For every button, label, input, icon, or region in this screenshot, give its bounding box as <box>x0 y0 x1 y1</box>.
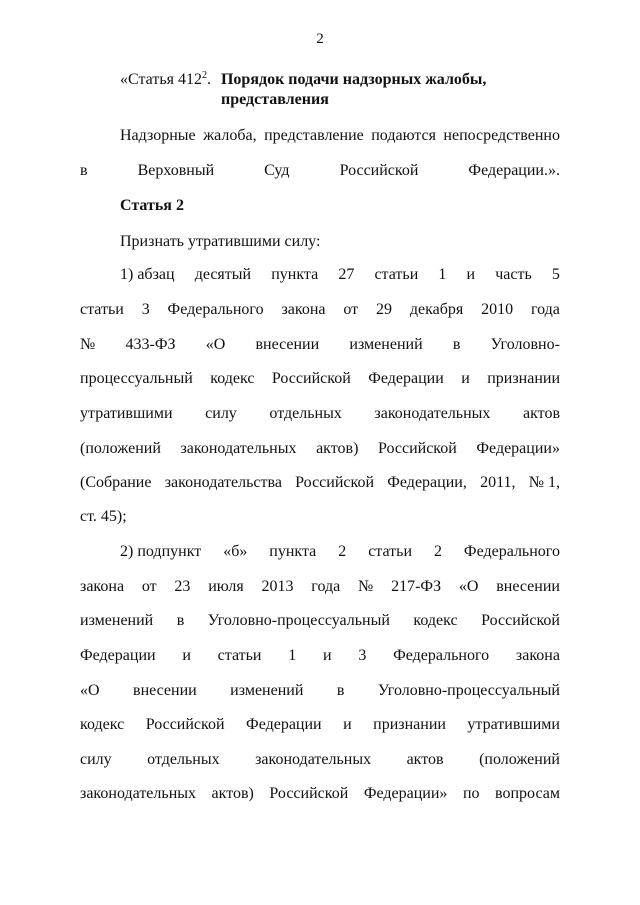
text-line <box>80 576 560 598</box>
word: Признать утратившими силу: <box>120 233 321 250</box>
text-line <box>80 299 560 321</box>
word: актов) <box>316 440 359 457</box>
word: Российской <box>271 370 351 387</box>
word: Российской <box>145 716 225 733</box>
article-label-suffix: . <box>206 71 211 88</box>
text-line <box>120 231 560 253</box>
article-label <box>120 70 211 90</box>
word: Статья 2 <box>120 197 184 214</box>
word: 2 <box>433 543 442 560</box>
word: закона <box>80 578 125 595</box>
word: жалоба, <box>203 127 257 144</box>
word: (положений <box>80 440 161 457</box>
word: 2) подпункт <box>120 543 202 560</box>
word: 2011, <box>480 474 516 491</box>
word: процессуальный <box>80 370 193 387</box>
word: Федерального <box>393 647 490 664</box>
text-line <box>80 783 560 805</box>
word: «б» <box>223 543 248 560</box>
word: Федерального <box>463 543 560 560</box>
word: статьи <box>368 543 413 560</box>
page-number: 2 <box>316 31 324 47</box>
text-line <box>80 506 560 528</box>
word: Федерации, <box>387 474 467 491</box>
word: в <box>336 682 345 699</box>
text-line <box>80 610 560 632</box>
word: десятый <box>194 266 252 283</box>
word: в <box>80 162 88 179</box>
word: Надзорные <box>120 127 196 144</box>
word: внесении <box>255 336 320 353</box>
word: Российской <box>339 162 419 179</box>
word: № <box>358 578 374 595</box>
word: закона <box>281 301 326 318</box>
article-title <box>221 70 521 110</box>
word: отдельных <box>269 405 342 422</box>
article-title-line-1: Порядок подачи надзорных жалобы, <box>220 71 487 88</box>
word: Федерации» <box>476 440 560 457</box>
word: изменений <box>80 612 154 629</box>
word: закона <box>515 647 560 664</box>
text-line <box>120 264 560 286</box>
word: изменений <box>349 336 423 353</box>
word: от <box>343 301 359 318</box>
word: силу <box>205 405 237 422</box>
text-line <box>80 438 560 460</box>
word: внесении <box>133 682 197 699</box>
word: 29 <box>375 301 392 318</box>
word: изменений <box>230 682 304 699</box>
word: актов <box>523 405 560 422</box>
word: кодекс <box>210 370 255 387</box>
word: и <box>323 647 332 664</box>
word: кодекс <box>80 716 125 733</box>
text-line <box>80 645 560 667</box>
word: непосредственно <box>443 127 560 144</box>
word: Уголовно-процессуальный <box>377 682 560 699</box>
text-line <box>120 125 560 147</box>
word: Российской <box>481 612 560 629</box>
word: представление <box>264 127 364 144</box>
word: Федерации <box>368 370 444 387</box>
word: 217-ФЗ <box>391 578 442 595</box>
word: ст. 45); <box>80 508 127 525</box>
word: законодательных <box>374 405 491 422</box>
word: вопросам <box>495 785 560 802</box>
article-superscript: 2 <box>201 70 207 81</box>
word: от <box>141 578 157 595</box>
word: № <box>80 336 96 353</box>
text-line <box>80 680 560 702</box>
word: «О <box>458 578 479 595</box>
word: № 1, <box>528 474 560 491</box>
word: «О <box>205 336 226 353</box>
text-line <box>80 472 560 494</box>
word: статьи <box>217 647 262 664</box>
word: и <box>461 370 470 387</box>
word: Суд <box>264 162 290 179</box>
word: 1 <box>288 647 297 664</box>
word: 433-ФЗ <box>125 336 176 353</box>
word: и <box>343 716 352 733</box>
word: по <box>462 785 480 802</box>
word: актов <box>406 751 444 768</box>
text-line <box>80 714 560 736</box>
word: (Собрание <box>80 474 152 491</box>
word: 1 <box>438 266 447 283</box>
word: года <box>311 578 341 595</box>
word: 2013 <box>261 578 294 595</box>
word: отдельных <box>147 751 220 768</box>
word: законодательства <box>164 474 282 491</box>
word: Федерации.». <box>468 162 560 179</box>
word: часть <box>495 266 532 283</box>
word: пункта <box>269 543 317 560</box>
text-line <box>80 368 560 390</box>
word: Уголовно-процессуальный <box>207 612 390 629</box>
word: признании <box>487 370 560 387</box>
word: статьи <box>374 266 419 283</box>
word: 1) абзац <box>120 266 175 283</box>
article-title-line-2: представления <box>220 91 329 108</box>
word: (положений <box>479 751 560 768</box>
text-line <box>80 749 560 771</box>
word: 3 <box>358 647 367 664</box>
word: Верховный <box>137 162 215 179</box>
word: статьи <box>80 301 124 318</box>
word: 2010 <box>481 301 514 318</box>
word: законодательных <box>255 751 372 768</box>
text-line <box>120 541 560 563</box>
word: законодательных <box>180 440 297 457</box>
word: актов) <box>211 785 254 802</box>
text-line <box>80 403 560 425</box>
word: и <box>466 266 476 283</box>
word: Российской <box>269 785 349 802</box>
word: подаются <box>371 127 436 144</box>
text-line <box>80 160 560 182</box>
word: пункта <box>271 266 319 283</box>
word: в <box>176 612 185 629</box>
article-label-text: «Статья 412 <box>120 71 202 88</box>
word: Уголовно- <box>490 336 560 353</box>
word: утратившими <box>80 405 173 422</box>
word: утратившими <box>467 716 560 733</box>
word: признании <box>373 716 446 733</box>
word: 5 <box>551 266 560 283</box>
word: Федерации» <box>363 785 448 802</box>
word: июля <box>208 578 244 595</box>
word: и <box>182 647 191 664</box>
word: 3 <box>141 301 150 318</box>
article-header <box>120 70 521 110</box>
word: 2 <box>338 543 347 560</box>
text-line <box>80 334 560 356</box>
word: декабря <box>409 301 464 318</box>
word: Федерации <box>246 716 322 733</box>
word: Российской <box>295 474 375 491</box>
word: кодекс <box>413 612 458 629</box>
word: «О <box>80 682 100 699</box>
word: внесении <box>496 578 560 595</box>
word: 23 <box>174 578 191 595</box>
text-line <box>120 195 560 217</box>
word: 27 <box>338 266 355 283</box>
word: силу <box>80 751 112 768</box>
word: законодательных <box>80 785 196 802</box>
word: Федерации <box>80 647 156 664</box>
word: года <box>530 301 560 318</box>
word: Федерального <box>167 301 264 318</box>
word: Российской <box>377 440 457 457</box>
word: в <box>452 336 461 353</box>
